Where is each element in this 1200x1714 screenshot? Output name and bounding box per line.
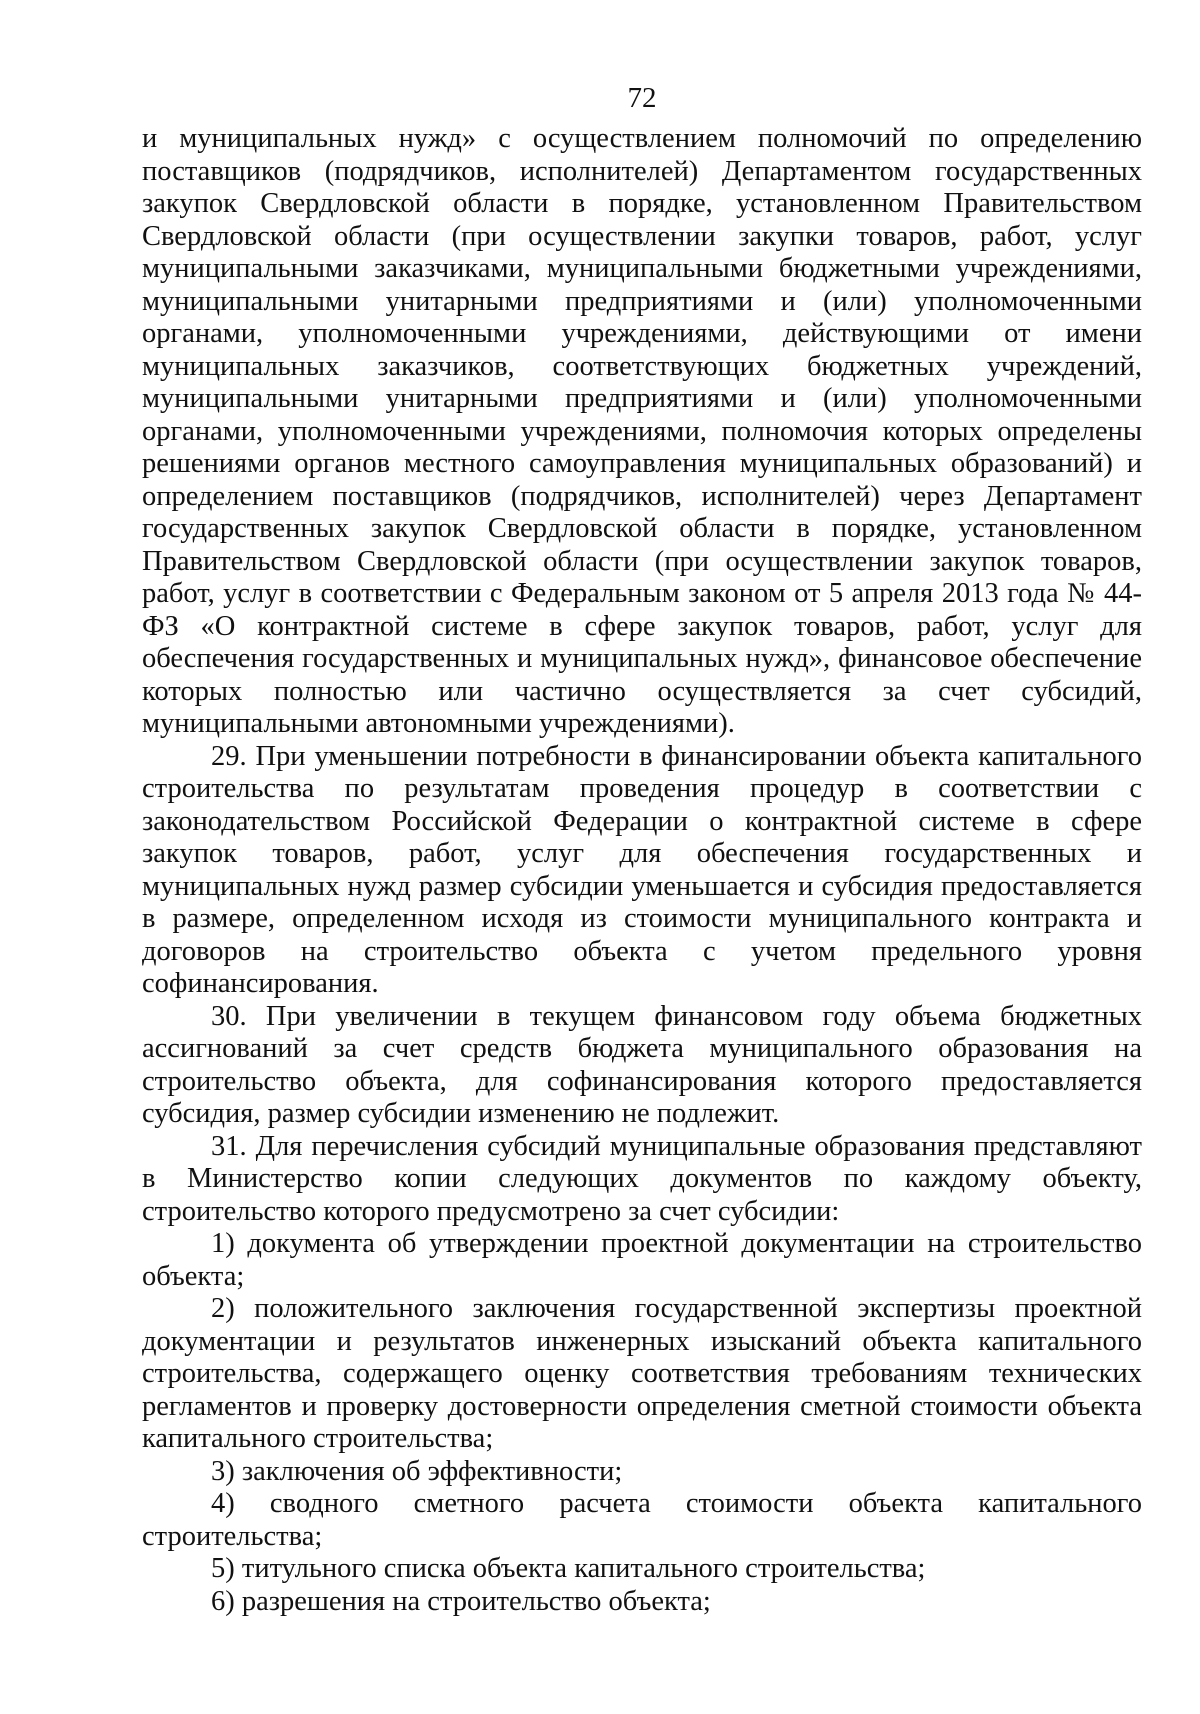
page-number: 72 <box>627 82 657 114</box>
paragraph-clause-29: 29. При уменьшении потребности в финансировании объекта капитального строительства по результатам проведения процедур в соответствии с законодательством Российской Федерации о контрактной системе в сфере закупок товаров, работ, услуг для обеспечения государственных и муниципальных нужд размер субсидии уменьшается и субсидия предоставляется в размере, определенном исходя из стоимости муниципального контракта и договоров на строительство объекта с учетом предельного уровня софинансирования. <box>142 740 1142 999</box>
list-item-1: 1) документа об утверждении проектной документации на строительство объекта; <box>142 1228 1142 1292</box>
list-item-5: 5) титульного списка объекта капитального строительства; <box>211 1553 926 1584</box>
paragraph-clause-31: 31. Для перечисления субсидий муниципальные образования представляют в Министерство копии следующих документов по каждому объекту, строительство которого предусмотрено за счет субсидии: <box>142 1130 1142 1227</box>
list-item-4: 4) сводного сметного расчета стоимости объекта капитального строительства; <box>142 1488 1142 1552</box>
paragraph-clause-30: 30. При увеличении в текущем финансовом году объема бюджетных ассигнований за счет средств бюджета муниципального образования на строительство объекта, для софинансирования которого предоставляется субсидия, размер субсидии изменению не подлежит. <box>142 1000 1142 1129</box>
list-item-2: 2) положительного заключения государственной экспертизы проектной документации и результатов инженерных изысканий объекта капитального строительства, содержащего оценку соответствия требованиям технических регламентов и проверку достоверности определения сметной стоимости объекта капитального строительства; <box>142 1293 1142 1454</box>
document-body <box>142 123 1142 1618</box>
list-item-6: 6) разрешения на строительство объекта; <box>211 1585 711 1617</box>
list-item-3: 3) заключения об эффективности; <box>211 1455 623 1487</box>
paragraph-continuation: и муниципальных нужд» с осуществлением полномочий по определению поставщиков (подрядчиков, исполнителей) Департаментом государственных закупок Свердловской области в порядке, установленном Правительством Свердловской области (при осуществлении закупки товаров, работ, услуг муниципальными заказчиками, муниципальными бюджетными учреждениями, муниципальными унитарными предприятиями и (или) уполномоченными органами, уполномоченными учреждениями, действующими от имени муниципальных заказчиков, соответствующих бюджетных учреждений, муниципальными унитарными предприятиями и (или) уполномоченными органами, уполномоченными учреждениями, полномочия которых определены решениями органов местного самоуправления муниципальных образований) и определением поставщиков (подрядчиков, исполнителей) через Департамент государственных закупок Свердловской области в порядке, установленном Правительством Свердловской области (при осуществлении закупок товаров, работ, услуг в соответствии с Федеральным законом от 5 апреля 2013 года № 44-ФЗ «О контрактной системе в сфере закупок товаров, работ, услуг для обеспечения государственных и муниципальных нужд», финансовое обеспечение которых полностью или частично осуществляется за счет субсидий, муниципальными автономными учреждениями). <box>142 123 1142 739</box>
